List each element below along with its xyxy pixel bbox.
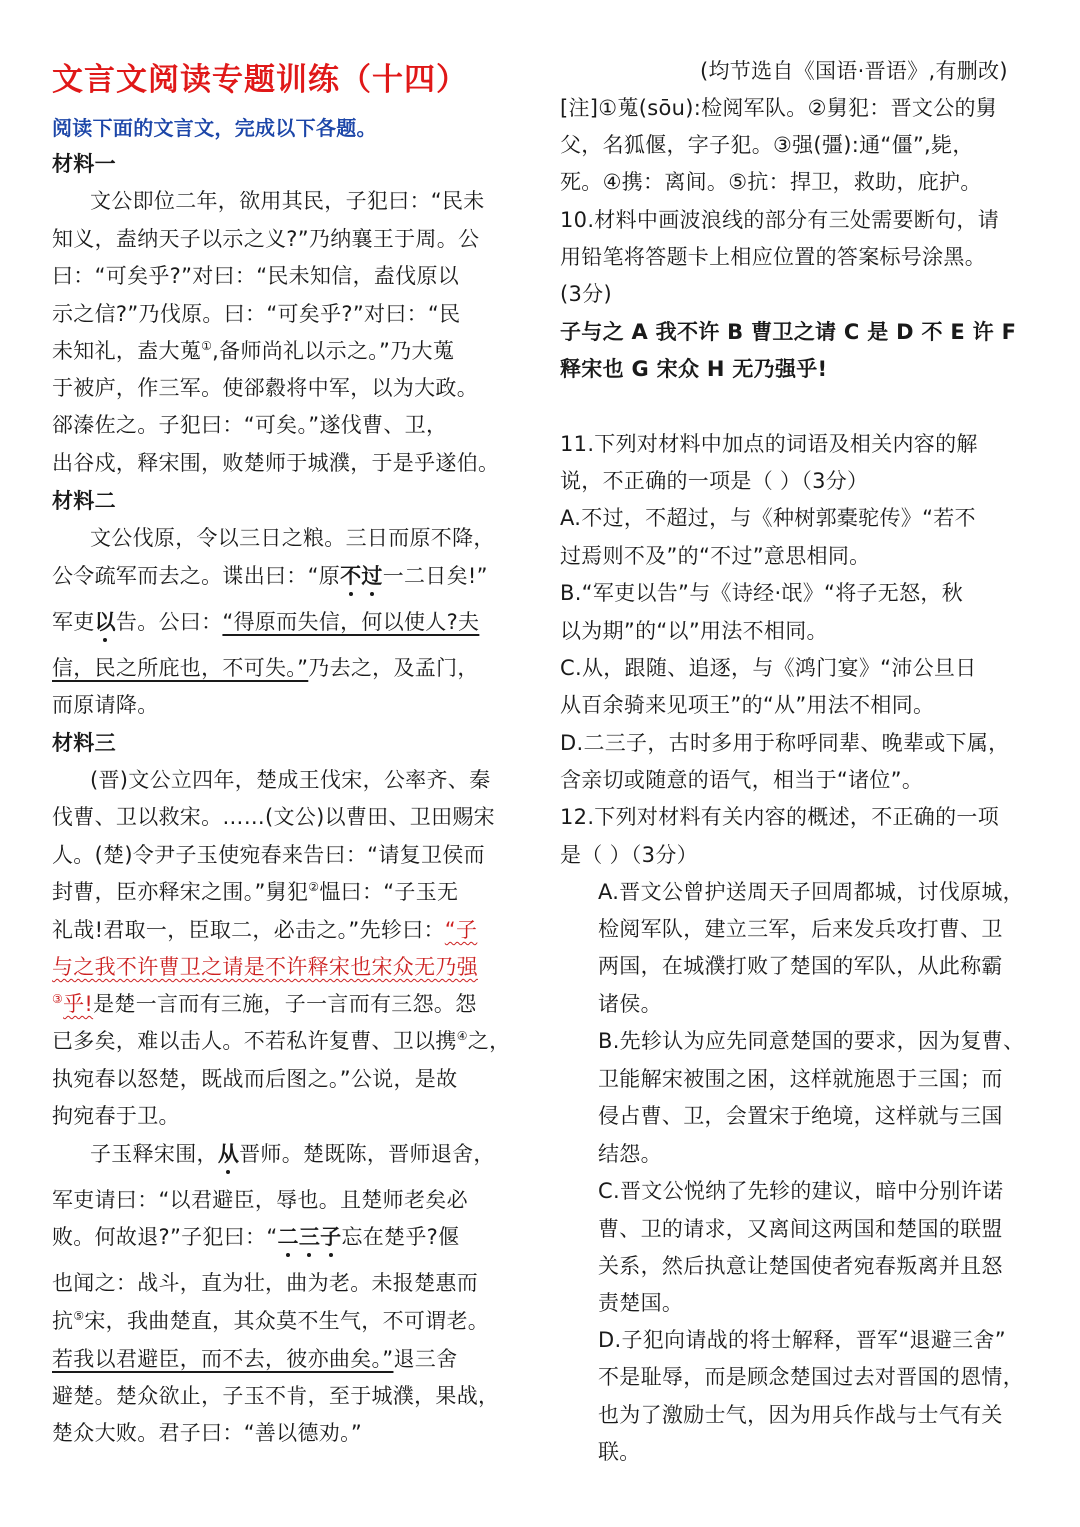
underlined-text: 若我以君避臣，而不去，彼亦曲矣。” — [52, 1347, 394, 1371]
m1-line: 文公即位二年，欲用其民，子犯曰：“民未 — [90, 189, 485, 213]
m3-line: (晋)文公立四年，楚成王伐宋，公率齐、秦 — [90, 768, 491, 792]
m3-line: 楚众大败。君子曰：“善以德劝。” — [52, 1421, 363, 1445]
m3-line — [52, 1222, 459, 1252]
m1-line: 出谷戍，释宋围，败楚师于城濮，于是乎遂伯。 — [52, 451, 500, 475]
text-segment: 晋师。楚既陈，晋师退舍， — [239, 1142, 495, 1166]
m2-line: 而原请降。 — [52, 693, 159, 717]
question-10-options: 释宋也 G 宋众 H 无乃强乎! — [560, 357, 828, 381]
text-segment: 之， — [467, 1029, 511, 1053]
m1-line: 知义，盍纳天子以示之义?”乃纳襄王于周。公 — [52, 227, 480, 251]
notes-line: 父，名狐偃，字子犯。③强(彊):通“僵”,毙， — [560, 133, 974, 157]
question-11-option-d: D.二三子，古时多用于称呼同辈、晚辈或下属， — [560, 731, 1010, 755]
m1-line: 示之信?”乃伐原。曰：“可矣乎?”对曰：“民 — [52, 302, 461, 326]
m2-line — [52, 561, 488, 591]
wavy-underlined-text: 乎! — [63, 992, 94, 1016]
m3-line — [52, 1026, 510, 1056]
page-title: 文言文阅读专题训练（十四） — [52, 62, 468, 98]
dotted-word: 不 — [340, 564, 362, 588]
dotted-word: 过 — [361, 564, 383, 588]
question-12-option-a: 两国，在城濮打败了楚国的军队，从此称霸 — [598, 954, 1003, 978]
question-11-option-a: A.不过，不超过，与《种树郭橐驼传》“若不 — [560, 506, 976, 530]
text-segment: 礼哉!君取一，臣取二，必击之。”先轸曰： — [52, 918, 445, 942]
question-10-line: 10.材料中画波浪线的部分有三处需要断句，请 — [560, 208, 999, 232]
material-three-heading: 材料三 — [52, 731, 116, 755]
m3-line: 也闻之：战斗，直为壮，曲为老。未报楚惠而 — [52, 1271, 478, 1295]
question-11-stem: 11.下列对材料中加点的词语及相关内容的解 — [560, 432, 978, 456]
m2-line — [52, 653, 479, 683]
question-12-option-a: 检阅军队，建立三军，后来发兵攻打曹、卫 — [598, 917, 1003, 941]
m1-line: 郤溱佐之。子犯曰：“可矣。”遂伐曹、卫， — [52, 413, 448, 437]
m3-line: 拘宛春于卫。 — [52, 1104, 180, 1128]
dotted-word: 从 — [217, 1142, 240, 1166]
instruction: 阅读下面的文言文，完成以下各题。 — [52, 116, 377, 140]
text-segment: 是楚一言而有三施，子一言而有三怨。怨 — [93, 992, 477, 1016]
question-12-option-c: 关系，然后执意让楚国使者宛春叛离并且怒 — [598, 1254, 1003, 1278]
text-segment: 军吏 — [52, 610, 95, 634]
m2-line: 文公伐原，令以三日之粮。三日而原不降， — [90, 526, 495, 550]
notes-line: 死。④携：离间。⑤抗：捍卫，救助，庇护。 — [560, 170, 982, 194]
m3-line: 避楚。楚众欲止，子玉不肯，至于城濮，果战， — [52, 1384, 500, 1408]
wavy-underlined-text: “子 — [444, 918, 478, 942]
text-segment: 愠曰：“子玉无 — [319, 880, 459, 904]
source-citation: (均节选自《国语·晋语》,有删改) — [700, 59, 1008, 83]
footnote-marker: ④ — [456, 1029, 468, 1043]
question-11-option-d: 含亲切或随意的语气，相当于“诸位”。 — [560, 768, 924, 792]
text-segment: 退三舍 — [393, 1347, 458, 1371]
question-11-option-b: 以为期”的“以”用法不相同。 — [560, 619, 828, 643]
m1-line — [52, 336, 454, 366]
m3-line — [52, 1306, 489, 1336]
m3-line — [52, 989, 477, 1019]
question-10-line: (3分) — [560, 282, 612, 306]
question-12-stem: 是（ ）（3分） — [560, 843, 698, 867]
underlined-text: 信，民之所庇也，不可失。” — [52, 656, 309, 680]
m3-line — [52, 877, 458, 907]
question-12-option-a: A.晋文公曾护送周天子回周都城，讨伐原城， — [598, 880, 1024, 904]
footnote-marker: ② — [308, 880, 320, 894]
text-segment: 封曹，臣亦释宋之围。”舅犯 — [52, 880, 309, 904]
text-segment: 乃去之，及孟门， — [308, 656, 479, 680]
m3-line — [52, 952, 478, 982]
text-segment: 未知礼，盍大蒐 — [52, 339, 202, 363]
text-segment: 宋，我曲楚直，其众莫不生气，不可谓老。 — [84, 1309, 490, 1333]
question-12-option-b: 结怨。 — [598, 1142, 662, 1166]
m3-line: 伐曹、卫以救宋。……(文公)以曹田、卫田赐宋 — [52, 805, 495, 829]
question-12-option-d: 也为了激励士气，因为用兵作战与士气有关 — [598, 1403, 1003, 1427]
text-segment: 抗 — [52, 1309, 74, 1333]
text-segment: 子玉释宋围， — [90, 1142, 218, 1166]
question-10-line: 用铅笔将答题卡上相应位置的答案标号涂黑。 — [560, 245, 986, 269]
footnote-marker: ③ — [52, 992, 64, 1006]
question-10-options: 子与之 A 我不许 B 曹卫之请 C 是 D 不 E 许 F — [560, 320, 1017, 344]
question-12-option-c: 曹、卫的请求，又离间这两国和楚国的联盟 — [598, 1217, 1003, 1241]
question-12-option-c: C.晋文公悦纳了先轸的建议，暗中分别许诺 — [598, 1179, 1004, 1203]
text-segment: ,备师尚礼以示之。”乃大蒐 — [212, 339, 455, 363]
question-12-option-a: 诸侯。 — [598, 992, 662, 1016]
dotted-word: 三 — [298, 1225, 321, 1249]
question-11-stem: 说，不正确的一项是（ ）（3分） — [560, 469, 869, 493]
material-one-heading: 材料一 — [52, 152, 116, 176]
text-segment: 告。公曰： — [115, 610, 223, 634]
text-segment: 公令疏军而去之。谍出曰：“原 — [52, 564, 341, 588]
m2-line — [52, 607, 479, 637]
question-12-option-b: 侵占曹、卫，会置宋于绝境，这样就与三国 — [598, 1104, 1003, 1128]
m3-line — [90, 1139, 495, 1169]
notes-line: [注]①蒐(sōu):检阅军队。②舅犯：晋文公的舅 — [560, 96, 998, 120]
text-segment: 败。何故退?”子犯曰：“ — [52, 1225, 278, 1249]
dotted-word: 子 — [320, 1225, 342, 1249]
m1-line: 曰：“可矣乎?”对曰：“民未知信，盍伐原以 — [52, 264, 460, 288]
m3-line: 执宛春以怒楚，既战而后图之。”公说，是故 — [52, 1067, 458, 1091]
m3-line — [52, 915, 477, 945]
m3-line — [52, 1344, 457, 1374]
footnote-marker: ⑤ — [73, 1309, 85, 1323]
question-12-option-d: 不是耻辱，而是顾念楚国过去对晋国的恩情， — [598, 1365, 1024, 1389]
question-12-option-b: 卫能解宋被围之困，这样就施恩于三国；而 — [598, 1067, 1003, 1091]
dotted-word: 二 — [277, 1225, 299, 1249]
question-11-option-c: 从百余骑来见项王”的“从”用法不相同。 — [560, 693, 935, 717]
footnote-marker: ① — [201, 339, 213, 353]
text-segment: 一二日矣!” — [382, 564, 488, 588]
m3-line: 军吏请曰：“以君避臣，辱也。且楚师老矣必 — [52, 1188, 468, 1212]
dotted-word: 以 — [94, 610, 116, 634]
material-two-heading: 材料二 — [52, 489, 116, 513]
question-12-option-d: 联。 — [598, 1440, 641, 1464]
text-segment: 忘在楚乎?偃 — [341, 1225, 460, 1249]
question-12-option-c: 责楚国。 — [598, 1291, 684, 1315]
question-12-stem: 12.下列对材料有关内容的概述，不正确的一项 — [560, 805, 999, 829]
text-segment: 已多矣，难以击人。不若私许复曹、卫以携 — [52, 1029, 457, 1053]
question-12-option-d: D.子犯向请战的将士解释，晋军“退避三舍” — [598, 1328, 1006, 1352]
question-11-option-a: 过焉则不及”的“不过”意思相同。 — [560, 544, 871, 568]
question-12-option-b: B.先轸认为应先同意楚国的要求，因为复曹、 — [598, 1029, 1025, 1053]
m1-line: 于被庐，作三军。使郤縠将中军，以为大政。 — [52, 376, 478, 400]
question-11-option-b: B.“军吏以告”与《诗经·氓》“将子无怒，秋 — [560, 581, 963, 605]
underlined-text: “得原而失信，何以使人?夫 — [222, 610, 480, 634]
m3-line: 人。(楚)令尹子玉使宛春来告曰：“请复卫侯而 — [52, 843, 485, 867]
question-11-option-c: C.从，跟随、追逐，与《鸿门宴》“沛公旦日 — [560, 656, 977, 680]
wavy-underlined-text: 与之我不许曹卫之请是不许释宋也宋众无乃强 — [52, 955, 478, 979]
